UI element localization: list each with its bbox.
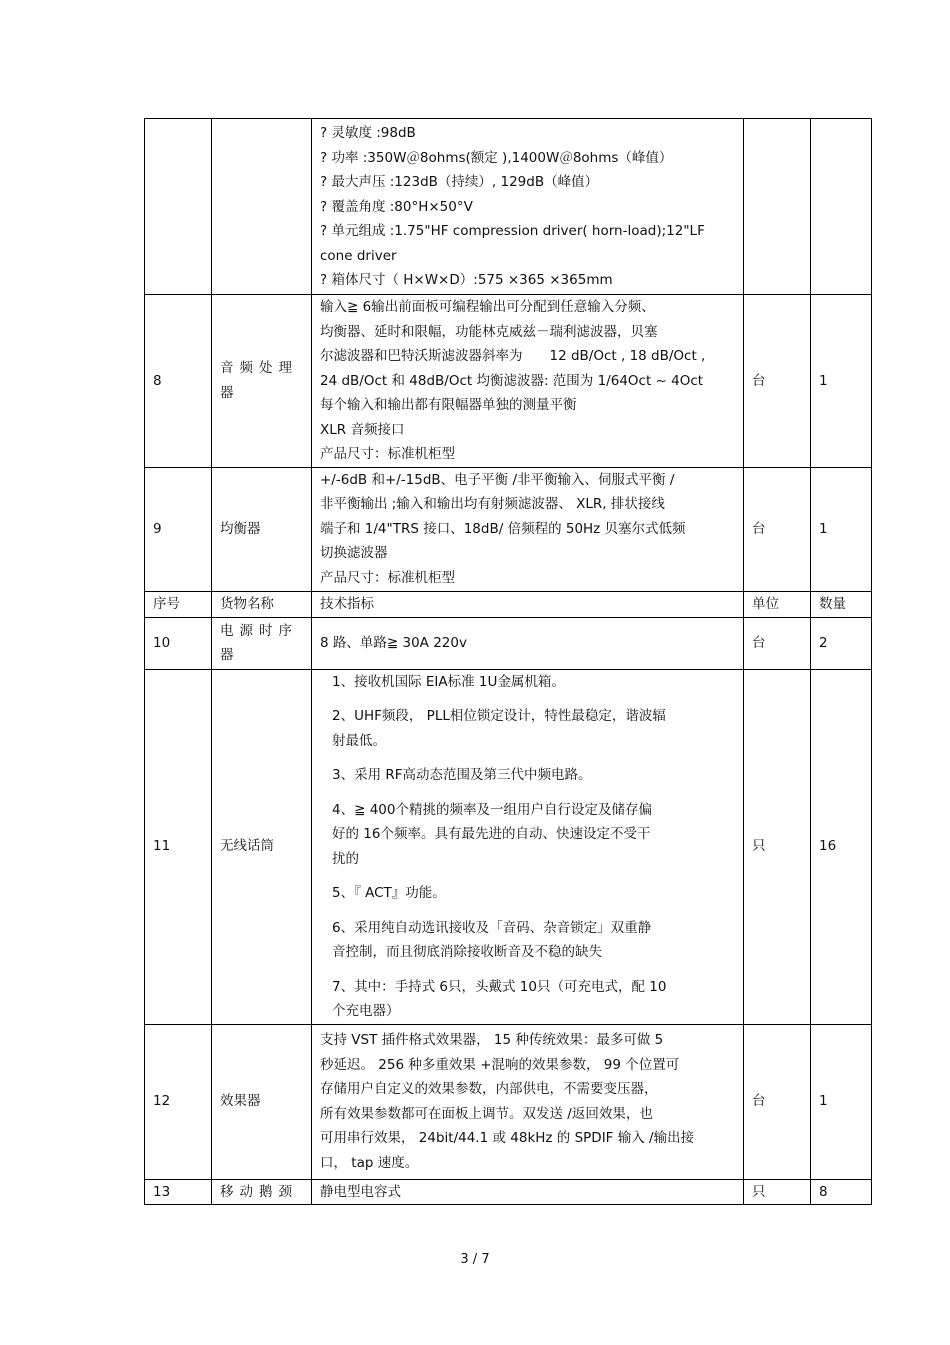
unit-cell: 台	[744, 295, 811, 468]
spec-item: 2、UHF频段， PLL相位锁定设计，特性最稳定，谐波辐	[332, 708, 666, 724]
name-cell: 无线话筒	[212, 669, 312, 1024]
no-cell: 9	[145, 467, 212, 591]
qty-cell: 8	[811, 1179, 872, 1205]
spec-line: 产品尺寸：标准机柜型	[320, 569, 455, 586]
spec-cell	[312, 1024, 744, 1179]
table-row-continuation	[145, 119, 872, 295]
no-cell	[145, 119, 212, 295]
spec-item: 4、≧ 400个精挑的频率及一组用户自行设定及储存偏	[332, 801, 652, 818]
qty-cell	[811, 119, 872, 295]
spec-line: 可用串行效果， 24bit/44.1 或 48kHz 的 SPDIF 输入 /输出接	[320, 1130, 695, 1146]
qty-cell: 16	[811, 669, 872, 1024]
no-cell: 11	[145, 669, 212, 1024]
spec-line: 秒延迟。 256 种多重效果 +混响的效果参数， 99 个位置可	[320, 1056, 680, 1073]
name-cell	[212, 1179, 312, 1205]
spec-item-cont: 好的 16个频率。具有最先进的自动、快速设定不受干	[332, 826, 651, 842]
spec-line: ? 覆盖角度 :80°H×50°V	[320, 198, 473, 215]
unit-cell: 台	[744, 617, 811, 669]
spec-line: 产品尺寸：标准机柜型	[320, 446, 455, 462]
spec-line: 24 dB/Oct 和 48dB/Oct 均衡滤波器: 范围为 1/64Oct ~ 4Oct	[320, 372, 704, 389]
spec-item-cont: 射最低。	[332, 732, 386, 749]
no-cell: 13	[145, 1179, 212, 1205]
table-row	[145, 467, 872, 591]
spec-line: ? 单元组成 :1.75"HF compression driver( horn-load);12"LF	[320, 223, 705, 240]
spec-line: ? 灵敏度 :98dB	[320, 125, 416, 142]
header-name: 货物名称	[212, 591, 312, 617]
no-cell: 10	[145, 617, 212, 669]
item-name: 电源时序器	[220, 622, 298, 663]
no-cell: 8	[145, 295, 212, 468]
table-row	[145, 669, 872, 1024]
name-cell	[212, 119, 312, 295]
spec-line: ? 最大声压 :123dB（持续）, 129dB（峰值）	[320, 174, 599, 191]
spec-item: 6、采用纯自动选讯接收及「音码、杂音锁定」双重静	[332, 919, 652, 936]
spec-line: cone driver	[320, 247, 397, 264]
header-qty: 数量	[811, 591, 872, 617]
unit-cell: 台	[744, 1024, 811, 1179]
spec-line: 所有效果参数都可在面板上调节。双发送 /返回效果，也	[320, 1105, 653, 1122]
spec-line: 尔滤波器和巴特沃斯滤波器斜率为 12 dB/Oct , 18 dB/Oct ,	[320, 348, 706, 364]
spec-cell: 静电型电容式	[312, 1179, 744, 1205]
unit-cell	[744, 119, 811, 295]
spec-item: 7、其中：手持式 6只，头戴式 10只（可充电式，配 10	[332, 978, 667, 995]
spec-cell	[312, 119, 744, 295]
spec-item-cont: 音控制，而且彻底消除接收断音及不稳的缺失	[332, 944, 602, 960]
unit-cell: 只	[744, 1179, 811, 1205]
qty-cell: 1	[811, 295, 872, 468]
spec-cell	[312, 669, 744, 1024]
spec-line: 输入≧ 6输出前面板可编程输出可分配到任意输入分频、	[320, 299, 655, 315]
spec-line: ? 箱体尺寸（ H×W×D）:575 ×365 ×365mm	[320, 272, 613, 289]
item-name: 音频处理器	[220, 360, 298, 401]
spec-line: 存储用户自定义的效果参数，内部供电，不需要变压器，	[320, 1081, 658, 1097]
header-no: 序号	[145, 591, 212, 617]
name-cell	[212, 295, 312, 468]
spec-line: 支持 VST 插件格式效果器， 15 种传统效果：最多可做 5	[320, 1032, 664, 1048]
item-name: 移动鹅颈	[220, 1183, 298, 1200]
spec-line: +/-6dB 和+/-15dB、电子平衡 /非平衡输入、伺服式平衡 /	[320, 471, 675, 488]
spec-cell	[312, 467, 744, 591]
equipment-spec-table	[144, 118, 872, 1205]
spec-item-cont: 扰的	[332, 850, 359, 867]
qty-cell: 1	[811, 1024, 872, 1179]
table-row	[145, 295, 872, 468]
name-cell: 效果器	[212, 1024, 312, 1179]
table-header-row	[145, 591, 872, 617]
spec-line: 均衡器、延时和限幅，功能林克威兹－瑞利滤波器，贝塞	[320, 323, 658, 340]
spec-item: 5、『 ACT』功能。	[332, 885, 446, 901]
spec-line: 切换滤波器	[320, 545, 388, 562]
spec-line: 每个输入和输出都有限幅器单独的测量平衡	[320, 397, 577, 413]
header-spec: 技术指标	[312, 591, 744, 617]
spec-cell: 8 路、单路≧ 30A 220v	[312, 617, 744, 669]
table-row	[145, 617, 872, 669]
header-unit: 单位	[744, 591, 811, 617]
name-cell: 均衡器	[212, 467, 312, 591]
qty-cell: 2	[811, 617, 872, 669]
qty-cell: 1	[811, 467, 872, 591]
no-cell: 12	[145, 1024, 212, 1179]
spec-cell	[312, 295, 744, 468]
page-number: 3 / 7	[460, 1252, 490, 1267]
table-row	[145, 1024, 872, 1179]
spec-line: 口， tap 速度。	[320, 1154, 419, 1171]
spec-item-cont: 个充电器）	[332, 1003, 400, 1019]
name-cell	[212, 617, 312, 669]
spec-item: 1、接收机国际 EIA标准 1U金属机箱。	[332, 673, 565, 690]
spec-line: XLR 音频接口	[320, 421, 405, 438]
spec-line: ? 功率 :350W＠8ohms(额定 ),1400W＠8ohms（峰值）	[320, 149, 673, 166]
spec-line: 端子和 1/4"TRS 接口、18dB/ 倍频程的 50Hz 贝塞尔式低频	[320, 520, 686, 537]
unit-cell: 台	[744, 467, 811, 591]
spec-item: 3、采用 RF高动态范围及第三代中频电路。	[332, 767, 592, 783]
unit-cell: 只	[744, 669, 811, 1024]
table-row	[145, 1179, 872, 1205]
spec-line: 非平衡输出 ;输入和输出均有射频滤波器、 XLR, 排状接线	[320, 496, 665, 513]
